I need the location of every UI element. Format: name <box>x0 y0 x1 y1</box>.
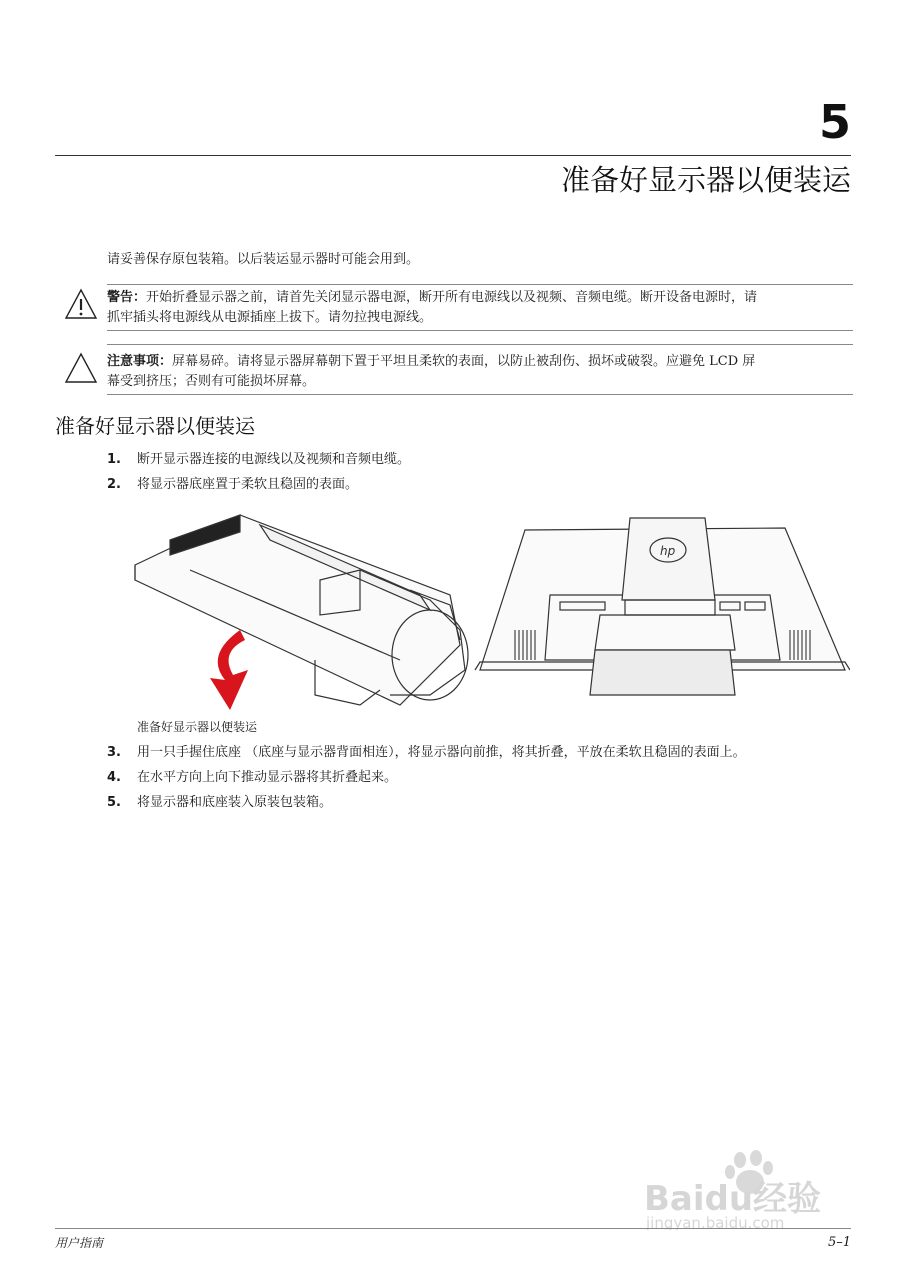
caution-bottom-rule <box>107 394 853 395</box>
warning-top-rule <box>107 284 853 285</box>
caution-top-rule <box>107 344 853 345</box>
fold-direction-arrow <box>210 630 248 710</box>
warning-text <box>107 288 853 328</box>
figure-caption: 准备好显示器以便装运 <box>137 720 258 734</box>
step-5: 5. 将显示器和底座装入原装包装箱。 <box>107 795 333 810</box>
step-3: 3. 用一只手握住底座 （底座与显示器背面相连），将显示器向前推，将其折叠，平放在柔软且稳固的表面上。 <box>107 745 746 760</box>
chapter-title: 准备好显示器以便装运 <box>560 163 851 197</box>
monitor-folding-figure <box>130 510 850 715</box>
warning-label: 警告： <box>107 290 147 305</box>
warning-bottom-rule <box>107 330 853 331</box>
warning-line-2: 抓牢插头将电源线从电源插座上拔下。请勿拉拽电源线。 <box>107 310 433 325</box>
caution-line-2: 幕受到挤压；否则有可能损坏屏幕。 <box>107 374 316 389</box>
header-rule <box>55 155 851 156</box>
monitor-side-view <box>135 515 468 705</box>
hp-logo-text: hp <box>660 544 676 558</box>
footer-rule <box>55 1228 851 1229</box>
caution-label: 注意事项： <box>107 354 173 369</box>
step-1: 1. 断开显示器连接的电源线以及视频和音频电缆。 <box>107 452 411 467</box>
footer-left: 用户指南 <box>55 1236 104 1250</box>
warning-line-1: 开始折叠显示器之前，请首先关闭显示器电源，断开所有电源线以及视频、音频电缆。断开设备电源时，请 <box>146 290 758 305</box>
section-title: 准备好显示器以便装运 <box>55 414 255 438</box>
caution-line-1: 屏幕易碎。请将显示器屏幕朝下置于平坦且柔软的表面，以防止被刮伤、损坏或破裂。应避免 LCD 屏 <box>172 354 756 369</box>
step-2: 2. 将显示器底座置于柔软且稳固的表面。 <box>107 477 359 492</box>
baidu-watermark <box>640 1150 860 1230</box>
caution-triangle-icon <box>64 352 98 384</box>
step-4: 4. 在水平方向上向下推动显示器将其折叠起来。 <box>107 770 398 785</box>
warning-triangle-icon <box>64 288 98 320</box>
monitor-back-view <box>475 518 850 695</box>
page-number: 5–1 <box>827 1235 851 1250</box>
baidu-paw-icon <box>640 1150 860 1230</box>
chapter-number: 5 <box>818 95 851 149</box>
intro-text: 请妥善保存原包装箱。以后装运显示器时可能会用到。 <box>107 252 420 267</box>
baidu-brand-text: Baidu经验 <box>644 1179 822 1219</box>
baidu-url-text: jingyan.baidu.com <box>646 1214 785 1230</box>
caution-text <box>107 352 853 392</box>
